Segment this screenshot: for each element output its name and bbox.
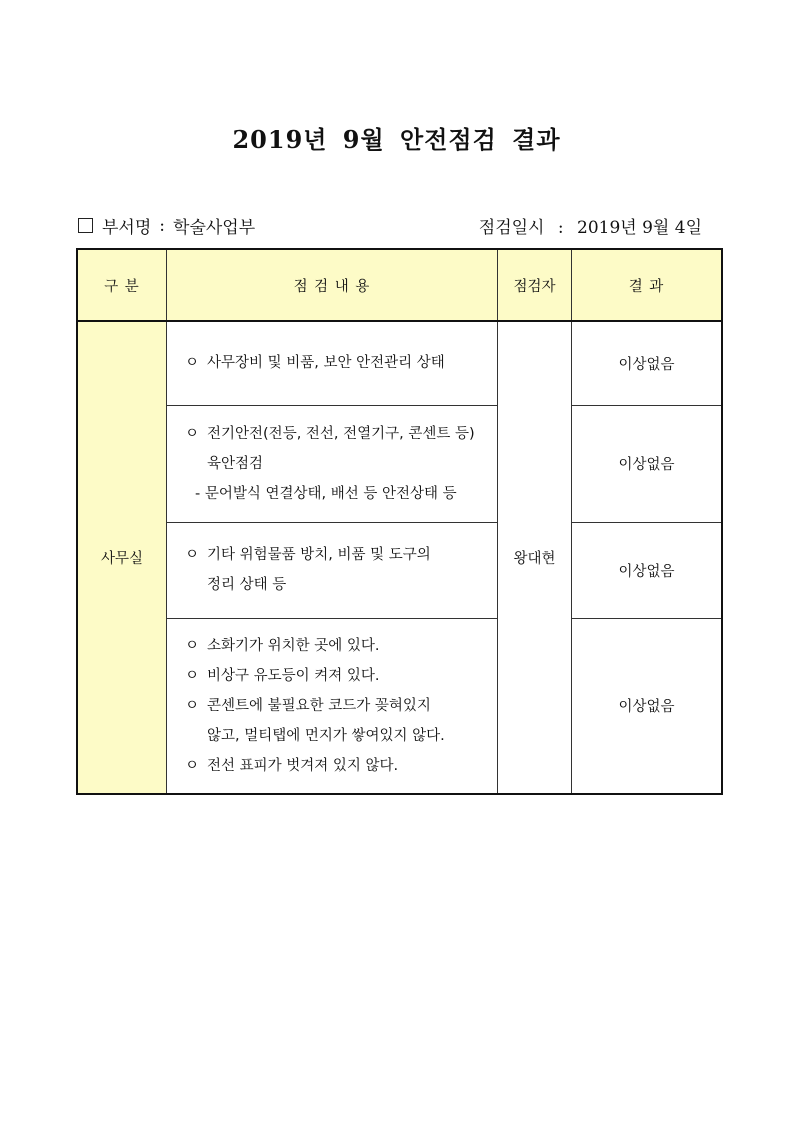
bullet-icon: ㅇ xyxy=(185,637,200,654)
result-cell: 이상없음 xyxy=(572,522,722,618)
content-cell xyxy=(167,618,498,793)
table-row xyxy=(78,618,722,793)
header-content: 점 검 내 용 xyxy=(167,250,498,322)
result-cell: 이상없음 xyxy=(572,618,722,793)
bullet-icon: ㅇ xyxy=(185,547,200,563)
content-line xyxy=(185,751,483,781)
result-cell: 이상없음 xyxy=(572,405,722,522)
content-cell xyxy=(167,321,498,405)
result-cell: 이상없음 xyxy=(572,321,722,405)
inspector-cell: 왕대현 xyxy=(498,321,572,793)
table-row xyxy=(78,321,722,405)
inspection-table xyxy=(77,249,722,794)
table-row xyxy=(78,522,722,618)
content-line xyxy=(185,631,483,661)
content-continuation: 육안점검 xyxy=(207,455,264,472)
content-text: 비상구 유도등이 켜져 있다. xyxy=(207,667,380,684)
inspection-date-info xyxy=(479,213,702,238)
inspection-date-value: 2019년 9월 4일 xyxy=(577,218,702,238)
content-continuation: 정리 상태 등 xyxy=(207,577,287,593)
content-cell xyxy=(167,522,498,618)
content-sub-item: - 문어발식 연결상태, 배선 등 안전상태 등 xyxy=(195,485,457,502)
content-text: 기타 위험물품 방치, 비품 및 도구의 xyxy=(207,547,431,563)
content-text: 전선 표피가 벗겨져 있지 않다. xyxy=(207,757,399,774)
department-info xyxy=(78,213,255,238)
bullet-icon: ㅇ xyxy=(185,667,200,684)
bullet-icon: ㅇ xyxy=(185,355,200,372)
header-result: 결 과 xyxy=(572,250,722,322)
content-continuation: 않고, 멀티탭에 먼지가 쌓여있지 않다. xyxy=(207,727,445,744)
header-category: 구 분 xyxy=(78,250,167,322)
header-inspector: 점검자 xyxy=(498,250,572,322)
content-line xyxy=(185,661,483,691)
content-line xyxy=(185,419,483,449)
content-text: 사무장비 및 비품, 보안 안전관리 상태 xyxy=(207,355,445,372)
category-cell: 사무실 xyxy=(78,321,167,793)
department-label: 부서명 xyxy=(102,218,152,238)
content-cell xyxy=(167,405,498,522)
meta-row xyxy=(78,213,720,239)
checkbox-square-icon xyxy=(78,218,93,233)
table-row xyxy=(78,405,722,522)
content-line xyxy=(185,348,483,378)
page-title: 2019년 9월 안전점검 결과 xyxy=(232,125,561,154)
department-separator: : xyxy=(159,215,166,236)
content-text: 전기안전(전등, 전선, 전열기구, 콘센트 등) xyxy=(207,425,475,442)
bullet-icon: ㅇ xyxy=(185,425,200,442)
bullet-icon: ㅇ xyxy=(185,757,200,774)
department-value: 학술사업부 xyxy=(173,218,256,238)
content-line xyxy=(185,540,483,570)
bullet-icon: ㅇ xyxy=(185,697,200,714)
inspection-date-label: 점검일시 xyxy=(478,218,545,238)
content-text: 콘센트에 불필요한 코드가 꽂혀있지 xyxy=(207,697,431,714)
inspection-date-separator: : xyxy=(557,218,564,238)
content-text: 소화기가 위치한 곳에 있다. xyxy=(207,637,380,654)
content-line xyxy=(185,691,483,721)
